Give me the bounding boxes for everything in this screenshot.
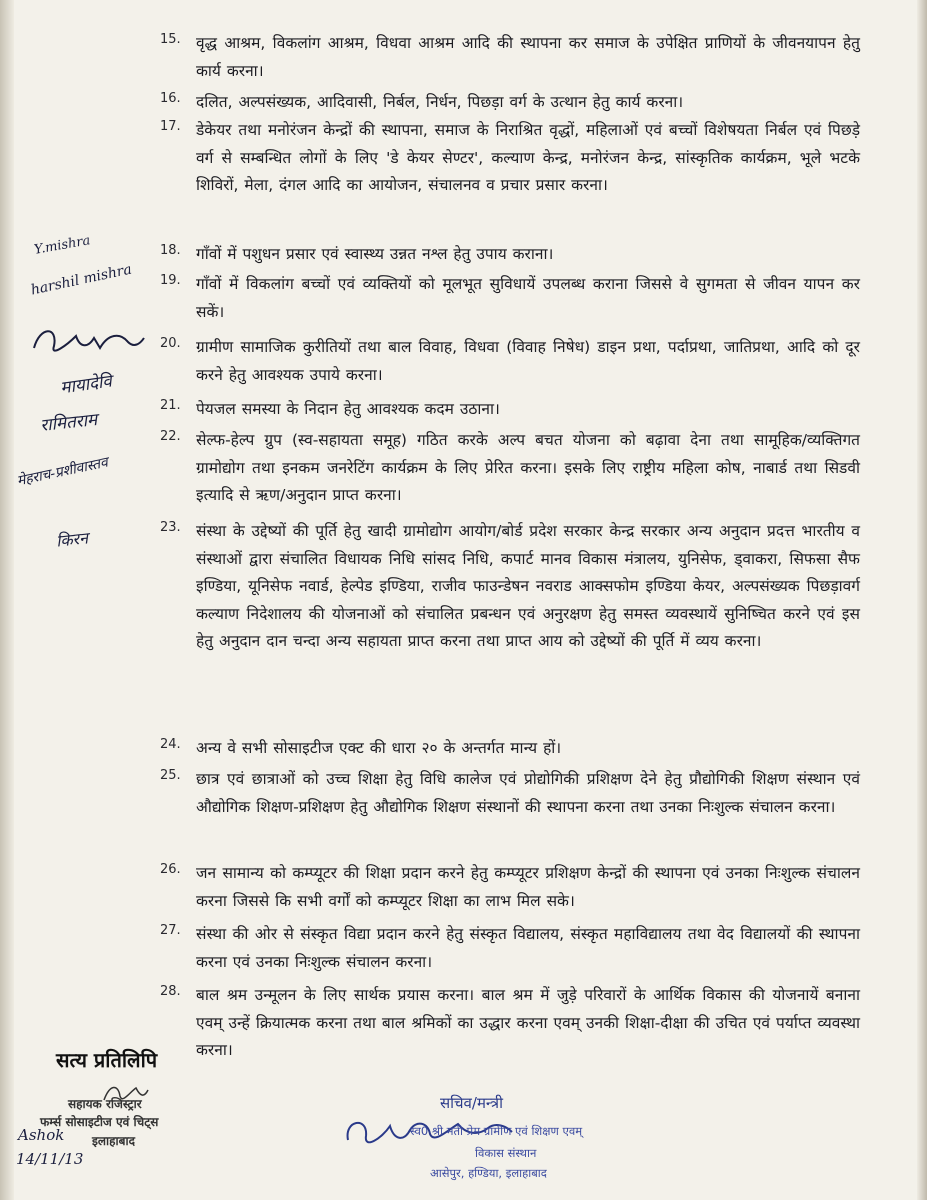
- item-text: बाल श्रम उन्मूलन के लिए सार्थक प्रयास करना। बाल श्रम में जुड़े परिवारों के आर्थिक विकास की योजनायें बनाना एवम् उन्हें क्रियात्मक करना तथा बाल श्रमिकों का उद्धार करना एवम् उनकी शिक्षा-दीक्षा की उचित एवं पर्याप्त व्यवस्था करना।: [196, 986, 860, 1059]
- item-text: दलित, अल्पसंख्यक, आदिवासी, निर्बल, निर्धन, पिछड़ा वर्ग के उत्थान हेतु कार्य करना।: [196, 93, 684, 111]
- item-text: डेकेयर तथा मनोरंजन केन्द्रों की स्थापना, समाज के निराश्रित वृद्धों, महिलाओं एवं बच्चों विशेषयता निर्बल एवं पिछड़े वर्ग से सम्बन्धित लोगों के लिए 'डे केयर सेण्टर', कल्याण केन्द्र, मनोरंजन केन्द्र, सांस्कृतिक कार्यक्रम, भूले भटके शिविरों, मेला, दंगल आदि का आयोजन, संचालनव व प्रचार प्रसार करना।: [196, 121, 860, 194]
- list-item: [160, 427, 860, 510]
- margin-note: मेहराच-प्रशीवास्तव: [15, 454, 110, 490]
- list-item: [160, 766, 860, 821]
- list-item: [160, 982, 860, 1065]
- stamp-handwritten-date: 14/11/13: [16, 1150, 84, 1168]
- item-text: संस्था की ओर से संस्कृत विद्या प्रदान करने हेतु संस्कृत विद्यालय, संस्कृत महाविद्यालय तथा वेद विद्यालयों की स्थापना करना एवं उनका निःशुल्क संचालन करना।: [196, 925, 860, 971]
- item-text: संस्था के उद्देष्यों की पूर्ति हेतु खादी ग्रामोद्योग आयोग/बोर्ड प्रदेश सरकार केन्द्र सरकार अन्य अनुदान प्रदत्त भारतीय व संस्थाओं द्वारा संचालित विधायक निधि सांसद निधि, कपार्ट मानव विकास मंत्रालय, युनिसेफ, ड्वाकरा, सिफसा सैफ इण्डिया, यूनिसेफ नवार्ड, हेल्पेड इण्डिया, राजीव फाउन्डेषन नवराड आक्सफोम इण्डिया केयर, अल्पसंख्यक पिछड़ावर्ग कल्याण निदेशालय की योजनाओं को संचालित प्रबन्धन एवं अनुरक्षण हेतु समस्त व्यवस्थायें सुनिष्चित करने एवं इस हेतु अनुदान दान चन्दा अन्य सहायता प्राप्त करना तथा प्राप्त आय को उद्देष्यों की पूर्ति में व्यय करना।: [196, 522, 860, 650]
- item-text: गाँवों में विकलांग बच्चों एवं व्यक्तियों को मूलभूत सुविधायें उपलब्ध कराना जिससे वे सुगमता से जीवन यापन कर सकें।: [196, 275, 860, 321]
- margin-note: Y.mishra: [33, 233, 92, 258]
- item-text: पेयजल समस्या के निदान हेतु आवश्यक कदम उठाना।: [196, 400, 500, 418]
- stamp-line-3: इलाहाबाद: [92, 1134, 135, 1148]
- margin-signature: [28, 318, 148, 363]
- list-item: [160, 396, 860, 424]
- stamp-handwritten-name: Ashok: [18, 1126, 65, 1144]
- signatory-line-3: आसेपुर, हण्डिया, इलाहाबाद: [430, 1166, 547, 1180]
- signatory-line-1: स्व0 श्री मती प्रेम ग्रामीण एवं शिक्षण एवम्: [410, 1124, 583, 1138]
- list-item: [160, 860, 860, 915]
- list-item: [160, 30, 860, 85]
- margin-note: किरन: [55, 528, 89, 551]
- item-text: गाँवों में पशुधन प्रसार एवं स्वास्थ्य उन्नत नश्ल हेतु उपाय कराना।: [196, 245, 554, 263]
- item-number: 19.: [160, 273, 181, 288]
- item-text: वृद्ध आश्रम, विकलांग आश्रम, विधवा आश्रम आदि की स्थापना कर समाज के उपेक्षित प्राणियों के जीवनयापन हेतु कार्य करना।: [196, 34, 860, 80]
- item-text: अन्य वे सभी सोसाइटीज एक्ट की धारा २० के अन्तर्गत मान्य हों।: [196, 739, 562, 757]
- signatory-line-2: विकास संस्थान: [475, 1146, 537, 1160]
- item-text: ग्रामीण सामाजिक कुरीतियों तथा बाल विवाह, विधवा (विवाह निषेध) डाइन प्रथा, पर्दाप्रथा, जातिप्रथा, आदि को दूर करने हेतु आवश्यक उपाये करना।: [196, 338, 860, 384]
- item-number: 24.: [160, 737, 181, 752]
- list-item: [160, 518, 860, 656]
- page-edge-right: [917, 0, 927, 1200]
- item-number: 23.: [160, 520, 181, 535]
- item-number: 16.: [160, 91, 181, 106]
- item-number: 20.: [160, 336, 181, 351]
- item-number: 15.: [160, 32, 181, 47]
- item-number: 18.: [160, 243, 181, 258]
- certified-copy-title: सत्य प्रतिलिपि: [56, 1048, 158, 1072]
- list-item: [160, 334, 860, 389]
- stamp-line-1: सहायक रजिस्ट्रार: [68, 1097, 142, 1111]
- stamp-initials: [100, 1080, 150, 1106]
- item-text: छात्र एवं छात्राओं को उच्च शिक्षा हेतु विधि कालेज एवं प्रोद्योगिकी प्रशिक्षण देने हेतु प्रौद्योगिकी शिक्षण संस्थान एवं औद्योगिक शिक्षण-प्रशिक्षण हेतु औद्योगिक शिक्षण संस्थानों की स्थापना करना तथा उनका निःशुल्क संचालन करना।: [196, 770, 860, 816]
- list-item: [160, 921, 860, 976]
- stamp-line-2: फर्म्स सोसाइटीज एवं चिट्स: [40, 1115, 159, 1129]
- item-number: 25.: [160, 768, 181, 783]
- item-number: 26.: [160, 862, 181, 877]
- list-item: [160, 735, 860, 763]
- item-number: 28.: [160, 984, 181, 999]
- list-item: [160, 89, 860, 117]
- margin-note: harshil mishra: [29, 261, 134, 299]
- margin-note: रामितराम: [39, 410, 99, 436]
- item-number: 22.: [160, 429, 181, 444]
- list-item: [160, 271, 860, 326]
- page-edge-left: [0, 0, 14, 1200]
- margin-note: मायादेवि: [59, 371, 114, 399]
- item-text: जन सामान्य को कम्प्यूटर की शिक्षा प्रदान करने हेतु कम्प्यूटर प्रशिक्षण केन्द्रों की स्थापना एवं उनका निःशुल्क संचालन करना जिससे कि सभी वर्गों को कम्प्यूटर शिक्षा का लाभ मिल सके।: [196, 864, 860, 910]
- item-number: 21.: [160, 398, 181, 413]
- item-number: 27.: [160, 923, 181, 938]
- item-text: सेल्फ-हेल्प ग्रुप (स्व-सहायता समूह) गठित करके अल्प बचत योजना को बढ़ावा देना तथा सामूहिक/व्यक्तिगत ग्रामोद्योग तथा इनकम जनरेटिंग कार्यक्रम के लिए प्रेरित करना। इसके लिए राष्ट्रीय महिला कोष, नाबार्ड तथा सिडवी इत्यादि से ऋण/अनुदान प्राप्त करना।: [196, 431, 860, 504]
- signatory-title: सचिव/मन्त्री: [440, 1094, 503, 1112]
- list-item: [160, 117, 860, 200]
- list-item: [160, 241, 860, 269]
- item-number: 17.: [160, 119, 181, 134]
